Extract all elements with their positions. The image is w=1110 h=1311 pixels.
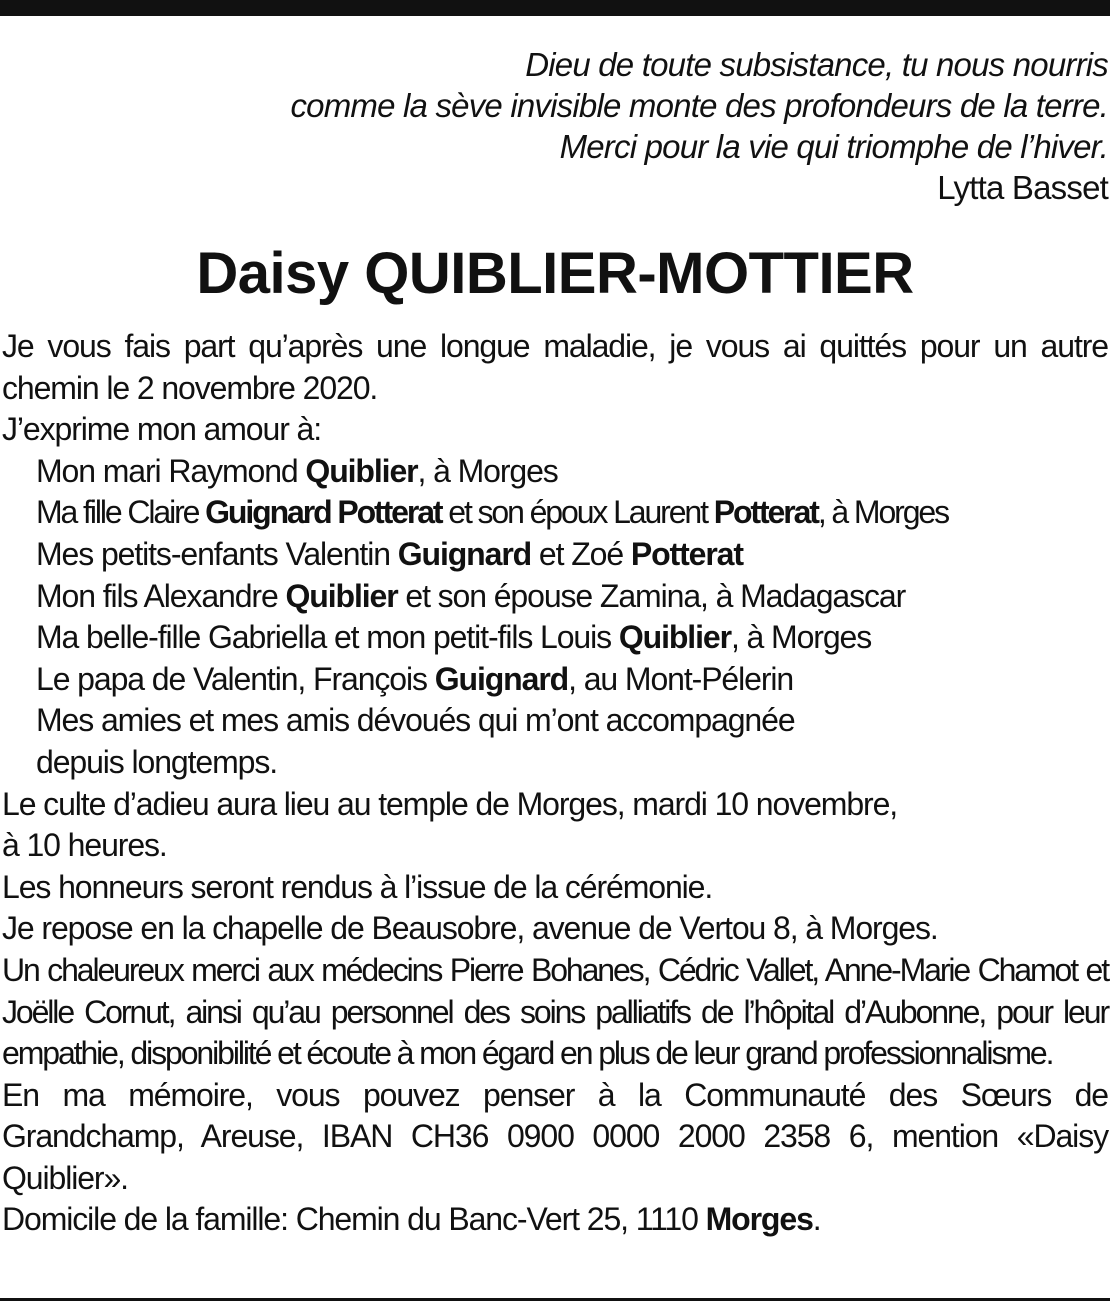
family-text: Le papa de Valentin, François bbox=[36, 660, 435, 697]
domicile-city: Morges bbox=[705, 1201, 813, 1238]
family-line: Mes amies et mes amis dévoués qui m’ont accompagnée bbox=[36, 702, 795, 739]
family-line: depuis longtemps. bbox=[36, 743, 278, 780]
domicile-text: . bbox=[812, 1201, 821, 1238]
family-text: Ma fille Claire bbox=[36, 494, 206, 531]
family-text: , à Morges bbox=[417, 452, 558, 489]
ceremony-line: à 10 heures. bbox=[2, 827, 167, 864]
family-surname: Guignard bbox=[434, 660, 569, 697]
family-surname: Quiblier bbox=[285, 577, 398, 614]
memory-paragraph: En ma mémoire, vous pouvez penser à la Communauté des Sœurs de Grandchamp, Areuse, IBAN CH36 0900 0000 2000 2358 6, mention «Daisy Quiblier». bbox=[2, 1076, 1108, 1196]
family-line bbox=[2, 451, 1108, 493]
bottom-rule bbox=[0, 1298, 1110, 1301]
rest-line: Je repose en la chapelle de Beausobre, avenue de Vertou 8, à Morges. bbox=[2, 910, 938, 947]
quote-line: Merci pour la vie qui triomphe de l’hiver. bbox=[559, 128, 1108, 165]
family-text: , au Mont-Pélerin bbox=[568, 660, 794, 697]
family-text: Ma belle-fille Gabriella et mon petit-fils Louis bbox=[36, 619, 619, 656]
family-surname: Quiblier bbox=[618, 619, 731, 656]
family-surname: Guignard Potterat bbox=[205, 494, 442, 531]
family-surname: Potterat bbox=[630, 535, 743, 572]
family-surname: Potterat bbox=[713, 494, 818, 531]
honours-line: Les honneurs seront rendus à l’issue de la cérémonie. bbox=[2, 868, 713, 905]
domicile-line bbox=[2, 1199, 1108, 1241]
deceased-name: Daisy QUIBLIER-MOTTIER bbox=[196, 241, 914, 306]
family-text: , à Morges bbox=[817, 494, 949, 531]
family-surname: Quiblier bbox=[305, 452, 418, 489]
epigraph-quote bbox=[290, 44, 1108, 208]
family-line bbox=[2, 659, 1108, 701]
quote-author: Lytta Basset bbox=[937, 169, 1108, 206]
family-line bbox=[2, 617, 1108, 659]
ceremony-line: Le culte d’adieu aura lieu au temple de Morges, mardi 10 novembre, bbox=[2, 785, 898, 822]
top-rule bbox=[0, 0, 1110, 16]
obituary-body bbox=[2, 326, 1108, 1241]
quote-line: Dieu de toute subsistance, tu nous nourris bbox=[525, 46, 1108, 83]
family-text: et Zoé bbox=[531, 535, 631, 572]
thanks-paragraph: Un chaleureux merci aux médecins Pierre Bohanes, Cédric Vallet, Anne-Marie Chamot et Joëlle Cornut, ainsi qu’au personnel des soins palliatifs de l’hôpital d’Aubonne, pour leur empathie, disponibilité et écoute à mon égard en plus de leur grand professionnalisme. bbox=[2, 951, 1108, 1072]
family-text: , à Morges bbox=[730, 619, 872, 656]
intro-paragraph: Je vous fais part qu’après une longue maladie, je vous ai quittés pour un autre chemin le 2 novembre 2020. bbox=[2, 328, 1108, 406]
domicile-text: Domicile de la famille: Chemin du Banc-Vert 25, 1110 bbox=[2, 1201, 706, 1238]
family-text: et son époux Laurent bbox=[441, 494, 714, 531]
love-heading: J’exprime mon amour à: bbox=[2, 411, 322, 448]
family-line bbox=[2, 534, 1108, 576]
family-text: et son épouse Zamina, à Madagascar bbox=[397, 577, 906, 614]
family-text: Mes petits-enfants Valentin bbox=[36, 535, 398, 572]
family-line bbox=[2, 576, 1108, 618]
family-line bbox=[2, 492, 1108, 534]
family-surname: Guignard bbox=[397, 535, 532, 572]
family-text: Mon fils Alexandre bbox=[36, 577, 286, 614]
family-text: Mon mari Raymond bbox=[36, 452, 306, 489]
quote-line: comme la sève invisible monte des profondeurs de la terre. bbox=[290, 87, 1108, 124]
